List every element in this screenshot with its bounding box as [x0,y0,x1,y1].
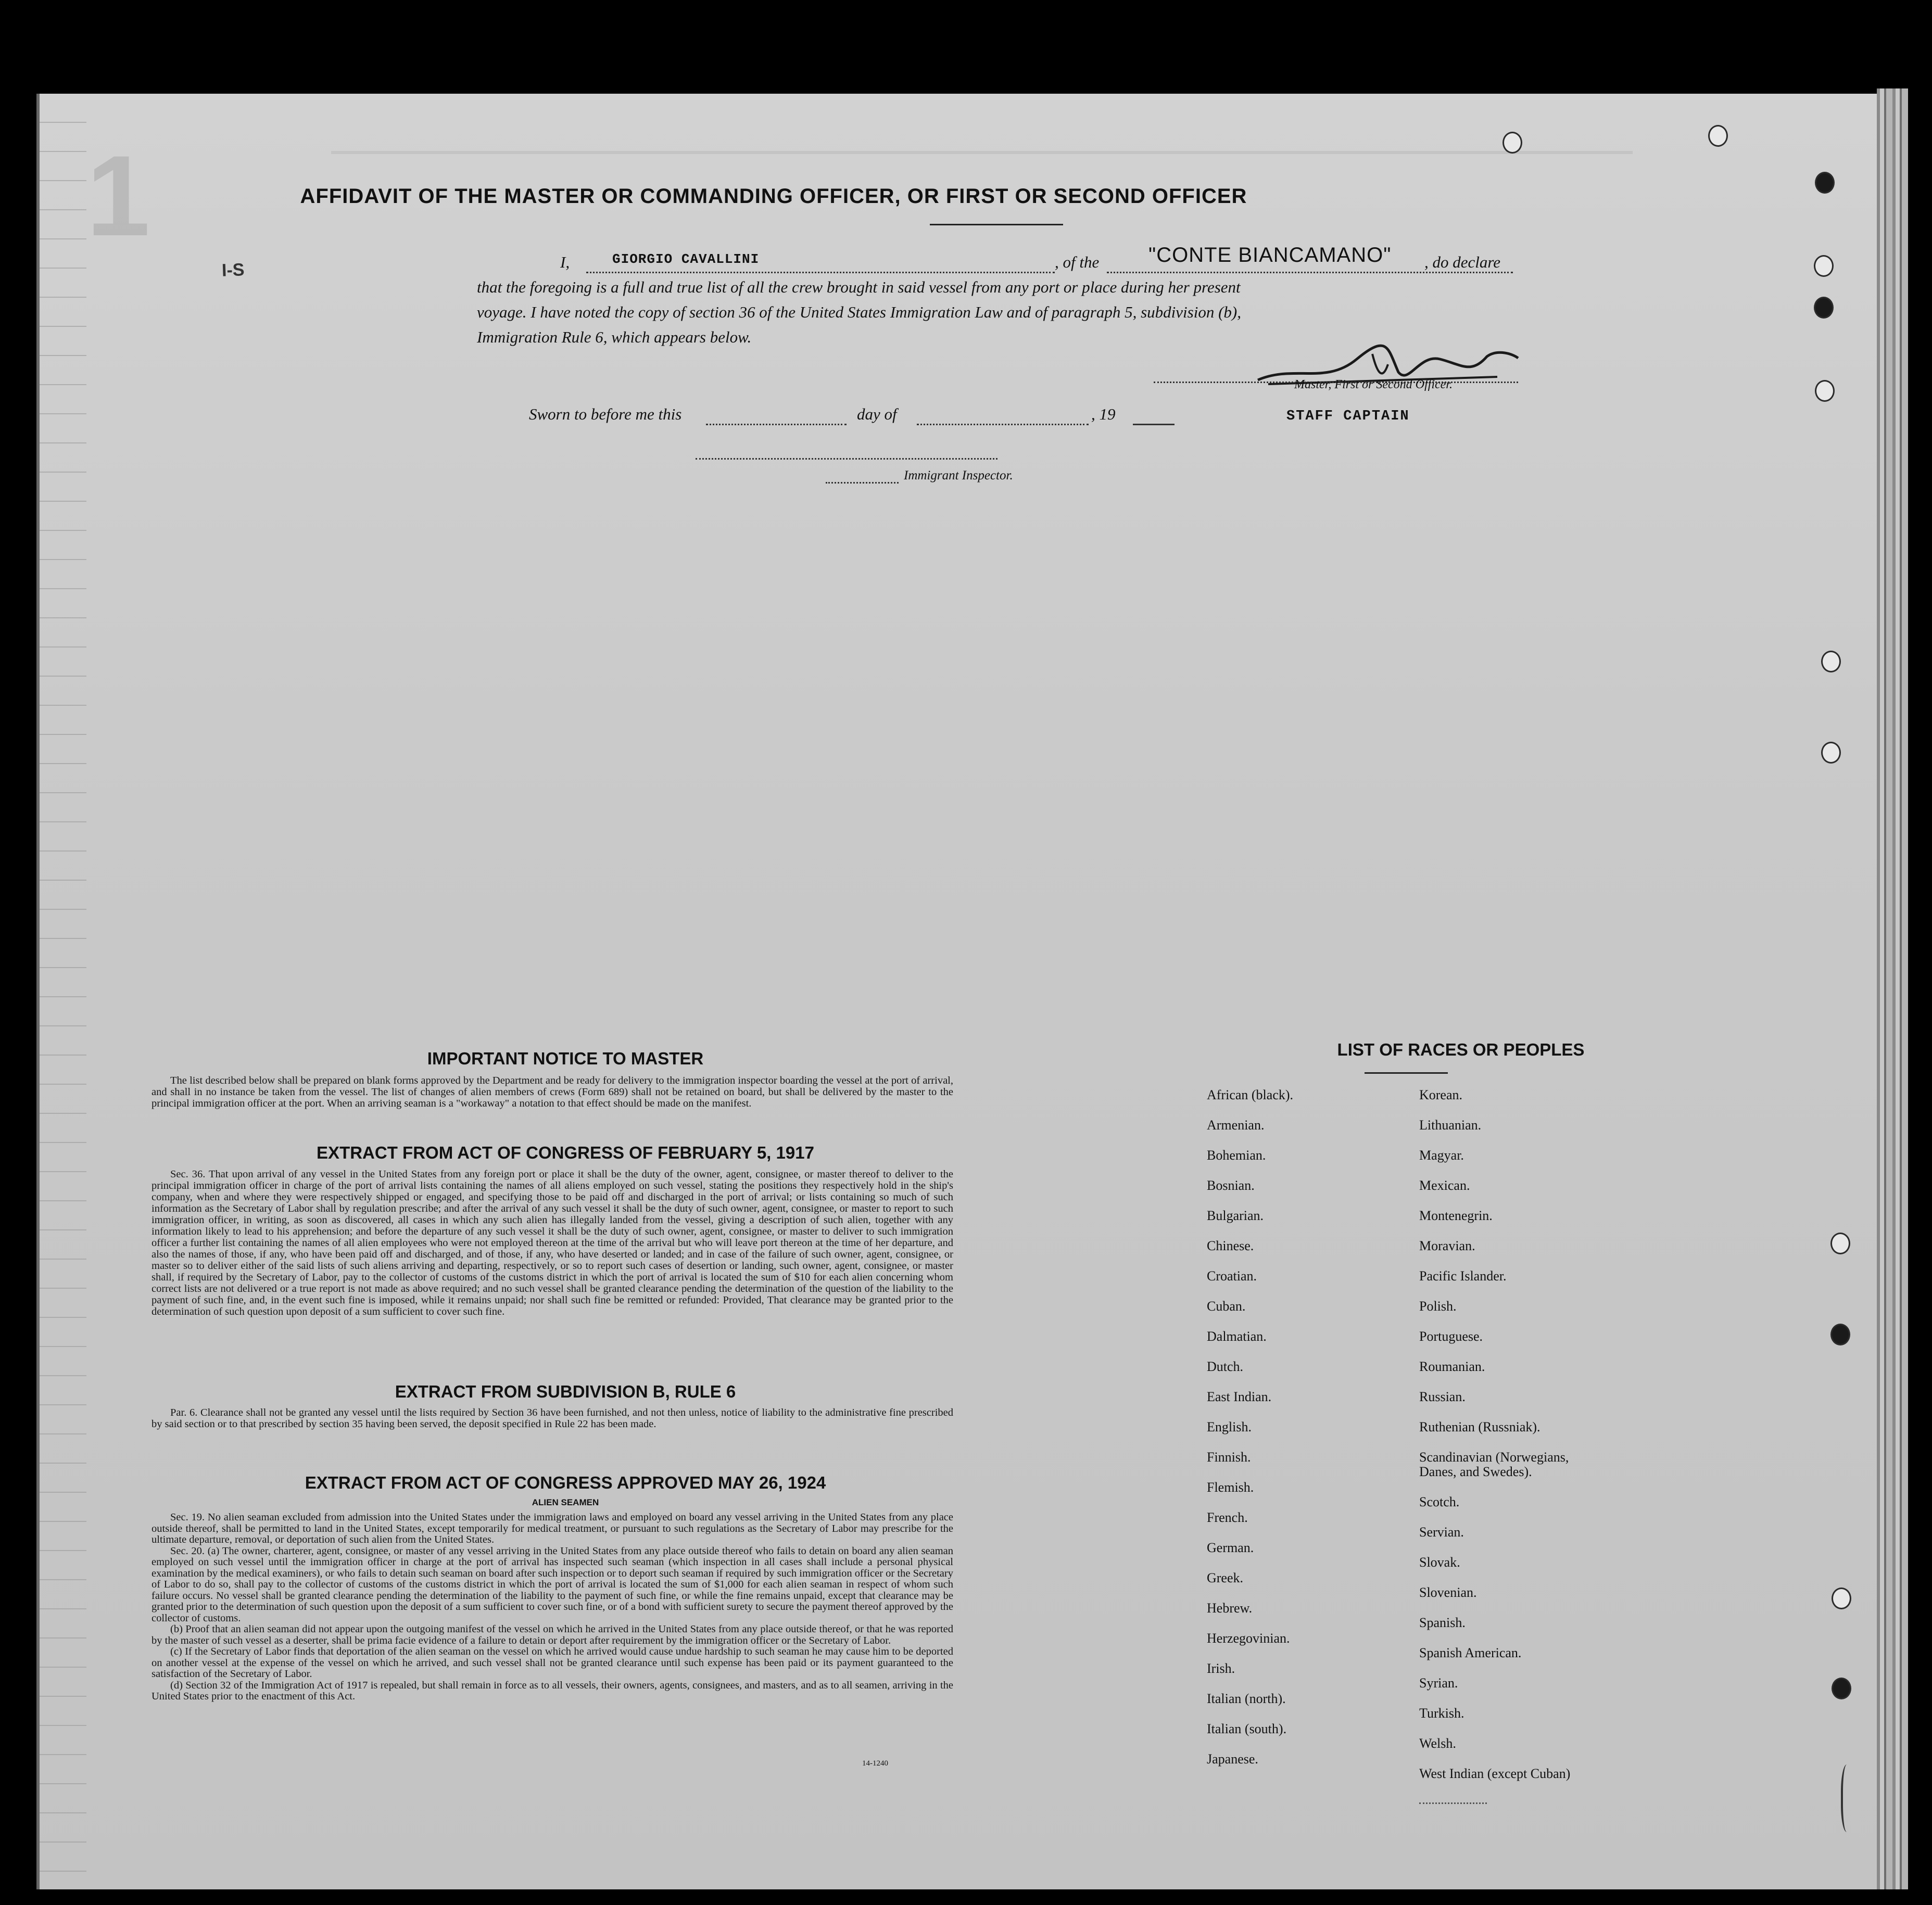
races-title: LIST OF RACES OR PEOPLES [1337,1040,1585,1059]
document-sheet [36,94,1880,1889]
race-item: Slovak. [1419,1555,1460,1570]
affidavit-line-1 [477,244,1529,275]
race-item: Italian (south). [1207,1721,1287,1736]
extract-1924-title: EXTRACT FROM ACT OF CONGRESS APPROVED MAY 26, 1924 [305,1473,826,1492]
sworn-label: Sworn to before me this [529,405,682,423]
punch-hole [1815,172,1835,194]
race-item: Hebrew. [1207,1601,1253,1616]
race-item: Finnish. [1207,1450,1251,1465]
race-item: Slovenian. [1419,1585,1477,1600]
alien-seamen-subtitle: ALIEN SEAMEN [532,1497,599,1507]
race-item: Bohemian. [1207,1148,1266,1163]
race-item: Russian. [1419,1389,1466,1404]
race-item: German. [1207,1540,1254,1555]
inspector-sign-line [696,458,997,460]
race-item: Japanese. [1207,1751,1258,1767]
left-ruled-margin [40,94,86,1889]
races-left-column [1207,1080,1293,1774]
race-item: French. [1207,1510,1248,1525]
pencil-mark [1841,1764,1855,1832]
affidavit-line-4: Immigration Rule 6, which appears below. [477,328,752,346]
extract-1917-paragraph: Sec. 36. That upon arrival of any vessel in the United States from any foreign port or place it shall be the duty of the owner, agent, consignee, or master thereof to deliver to the principal immigration officer in charge of the port of arrival lists containing the names of all aliens employed on such vessel, stating the positions they respectively hold in the ship's company, when and where they were respectively shipped or engaged, and specifying those to be paid off and discharged in the port of arrival; or lists containing so much of such information as the Secretary of Labor shall by regulation prescribe; and after the arrival of any such vessel it shall be the duty of such owner, agent, consignee, or master to report to such immigration officer, in writing, as soon as discovered, all cases in which any such alien has illegally landed from the vessel, giving a description of such alien, together with any information likely to lead to his apprehension; and before the departure of any such vessel it shall be the duty of such owner, agent, consignee, or master to deliver to such immigration officer a further list containing the names of all alien employees who were not employed thereon at the time of the arrival but who will leave port thereon at the time of her departure, and also the names of those, if any, who have been paid off and discharged, and of those, if any, who have deserted or landed; and in case of the failure of such owner, agent, consignee, or master so to deliver either of the said lists of such aliens arriving and departing, respectively, or so to report such cases of desertion or landing, such owner, agent, consignee, or master shall, if required by the Secretary of Labor, pay to the collector of customs of the customs district in which the port of arrival is located the sum of $10 for each alien concerning whom correct lists are not delivered or a true report is not made as above required; and no such vessel shall be granted clearance pending the determination of the question of the liability to the payment of such fine, and, in the event such fine is imposed, while it remains unpaid; nor shall such fine be remitted or refunded: Provided, That clearance may be granted prior to the determination of such question upon deposit of a sum sufficient to cover such fine. [151,1169,953,1317]
sec-20d-paragraph: (d) Section 32 of the Immigration Act of 1917 is repealed, but shall remain in force as to all vessels, their owners, agents, consignees, and masters, and as to all seamen, arriving in the United States prior to the enactment of this Act. [151,1679,953,1702]
affidavit-line-3: voyage. I have noted the copy of section 36 of the United States Immigration Law and of paragraph 5, subdivision (b), [477,303,1241,321]
race-item: Turkish. [1419,1706,1464,1721]
punch-hole [1814,255,1834,277]
inspector-label: Immigrant Inspector. [904,468,1013,482]
extract-rule6-paragraph: Par. 6. Clearance shall not be granted any vessel until the lists required by Section 36 have been furnished, and not then unless, notice of liability to the administrative fine prescribed by said section or to that prescribed by section 35 having been served, the deposit specified in Rule 22 has been made. [151,1407,953,1430]
race-item: Polish. [1419,1299,1457,1314]
race-item: Korean. [1419,1087,1463,1102]
inspector-short-line [826,482,899,484]
punch-hole [1830,1233,1850,1254]
sworn-line [529,405,1227,431]
race-item: Roumanian. [1419,1359,1485,1374]
punch-hole [1502,132,1522,154]
race-item: Dalmatian. [1207,1329,1267,1344]
i-label: I, [560,253,570,271]
important-notice-text [151,1075,953,1109]
race-item: Chinese. [1207,1238,1254,1253]
extract-rule6-title: EXTRACT FROM SUBDIVISION B, RULE 6 [395,1382,736,1401]
race-item: Bulgarian. [1207,1208,1264,1223]
race-item: Mexican. [1419,1178,1470,1193]
punch-hole [1830,1324,1850,1345]
month-line [917,424,1089,425]
affidavit-title: AFFIDAVIT OF THE MASTER OR COMMANDING OFFICER, OR FIRST OR SECOND OFFICER [300,185,1247,208]
race-item: West Indian (except Cuban) [1419,1766,1571,1781]
punch-hole [1814,297,1834,319]
race-item: African (black). [1207,1087,1294,1102]
race-item: Lithuanian. [1419,1117,1482,1133]
extract-1917-title: EXTRACT FROM ACT OF CONGRESS OF FEBRUARY 5, 1917 [317,1143,814,1162]
form-number: 14-1240 [862,1759,888,1768]
punch-hole [1832,1588,1851,1609]
race-item: Pacific Islander. [1419,1268,1507,1284]
extract-1917-text [151,1169,953,1317]
race-item: Bosnian. [1207,1178,1255,1193]
race-item: Spanish American. [1419,1645,1522,1660]
signature-caption: Master, First or Second Officer. [1294,378,1453,391]
year-prefix: , 19 [1091,405,1116,423]
bleed-through-heading [331,151,1633,175]
affidavit-line-2: that the foregoing is a full and true list of all the crew brought in said vessel from any port or place during her present [477,278,1241,296]
race-item: Spanish. [1419,1615,1466,1630]
sec-20c-paragraph: (c) If the Secretary of Labor finds that deportation of the alien seaman on the vessel on which he arrived would cause undue hardship to such seaman he may cause him to be deported on another vessel at the expense of the vessel on which he arrived, and such vessel shall not be granted clearance until such expense has been paid or its payment guaranteed to the satisfaction of the Secretary of Labor. [151,1646,953,1680]
sec-20a-paragraph: Sec. 20. (a) The owner, charterer, agent, consignee, or master of any vessel arriving in the United States from any place outside thereof who fails to detain on board any alien seaman employed on such vessel until the immigration officer in charge at the port of arrival has inspected such seaman (which inspection in all cases shall include a personal physical examination by the medical examiners), or who fails to detain such seaman on board after such inspection or to deport such seaman if required by such immigration officer or the Secretary of Labor to do so, shall pay to the collector of customs of the customs district in which the port of arrival is located the sum of $1,000 for each alien seaman in respect of whom such failure occurs. No vessel shall be granted clearance pending the determination of the liability to the payment of such fine, or while the fine remains unpaid, except that clearance may be granted prior to the determination of such question upon the deposit of a sum sufficient to cover such fine, or of a bond with sufficient surety to secure the payment thereof approved by the collector of customs. [151,1545,953,1624]
race-item: Cuban. [1207,1299,1246,1314]
sworn-day-line [706,424,847,425]
year-line [1133,424,1175,425]
punch-hole [1708,125,1728,147]
sec-19-paragraph: Sec. 19. No alien seaman excluded from admission into the United States under the immigration laws and employed on board any vessel arriving in the United States from any place outside thereof, shall be permitted to land in the United States, except temporarily for medical treatment, or pursuant to such regulations as the Secretary of Labor may prescribe for the ultimate departure, removal, or deportation of such alien from the United States. [151,1512,953,1545]
race-item: Irish. [1207,1661,1235,1676]
day-of-label: day of [857,405,897,423]
race-item: Dutch. [1207,1359,1244,1374]
race-item: Greek. [1207,1570,1244,1585]
race-item: Ruthenian (Russniak). [1419,1419,1540,1434]
margin-mark: I-S [221,260,245,281]
race-item: Portuguese. [1419,1329,1483,1344]
do-declare-label: , do declare [1424,253,1501,271]
race-item: Danes, and Swedes). [1419,1464,1532,1479]
races-title-rule [1365,1072,1448,1074]
race-item: Flemish. [1207,1480,1254,1495]
race-item: East Indian. [1207,1389,1272,1404]
race-item: Herzegovinian. [1207,1631,1290,1646]
race-item: Scotch. [1419,1494,1460,1509]
important-notice-title: IMPORTANT NOTICE TO MASTER [427,1049,704,1068]
vessel-name: "CONTE BIANCAMANO" [1148,244,1392,266]
race-item: Croatian. [1207,1268,1257,1284]
races-right-column [1419,1080,1570,1789]
race-item: English. [1207,1419,1252,1434]
race-item: Welsh. [1419,1736,1456,1751]
bleed-through-numeral: 1 [86,132,153,260]
race-item: Montenegrin. [1419,1208,1493,1223]
name-line [586,272,1055,273]
races-end-dots [1419,1802,1487,1804]
punch-hole [1815,380,1835,402]
punch-hole [1832,1678,1851,1699]
race-item: Syrian. [1419,1675,1458,1691]
race-item: Moravian. [1419,1238,1475,1253]
page-edge-strip [1877,88,1908,1889]
officer-name: GIORGIO CAVALLINI [612,251,760,267]
race-item: Italian (north). [1207,1691,1286,1706]
staff-captain-stamp: STAFF CAPTAIN [1286,409,1410,424]
extract-rule6-text [151,1407,953,1430]
of-the-label: , of the [1055,253,1100,271]
sec-20b-paragraph: (b) Proof that an alien seaman did not appear upon the outgoing manifest of the vessel on which he arrived in the United States from any place outside thereof, or that he was reported by the master of such vessel as a deserter, shall be prima facie evidence of a failure to detain or deport after requirement by the immigration officer or the Secretary of Labor. [151,1623,953,1646]
punch-hole [1821,651,1841,672]
important-notice-paragraph: The list described below shall be prepared on blank forms approved by the Department and be ready for delivery to the immigration inspector boarding the vessel at the port of arrival, and shall in no instance be taken from the vessel. The list of changes of alien members of crews (Form 689) shall not be retained on board, but shall be delivered by the master to the principal immigration officer at the port. When an arriving seaman is a "workaway" a notation to that effect should be made on the manifest. [151,1075,953,1109]
race-item: Magyar. [1419,1148,1464,1163]
extract-1924-text [151,1512,953,1703]
punch-hole [1821,742,1841,764]
race-item: Scandinavian (Norwegians, [1419,1450,1569,1465]
title-rule [930,224,1063,225]
race-item: Servian. [1419,1525,1464,1540]
race-item: Armenian. [1207,1117,1265,1133]
affidavit-text [477,244,1529,350]
